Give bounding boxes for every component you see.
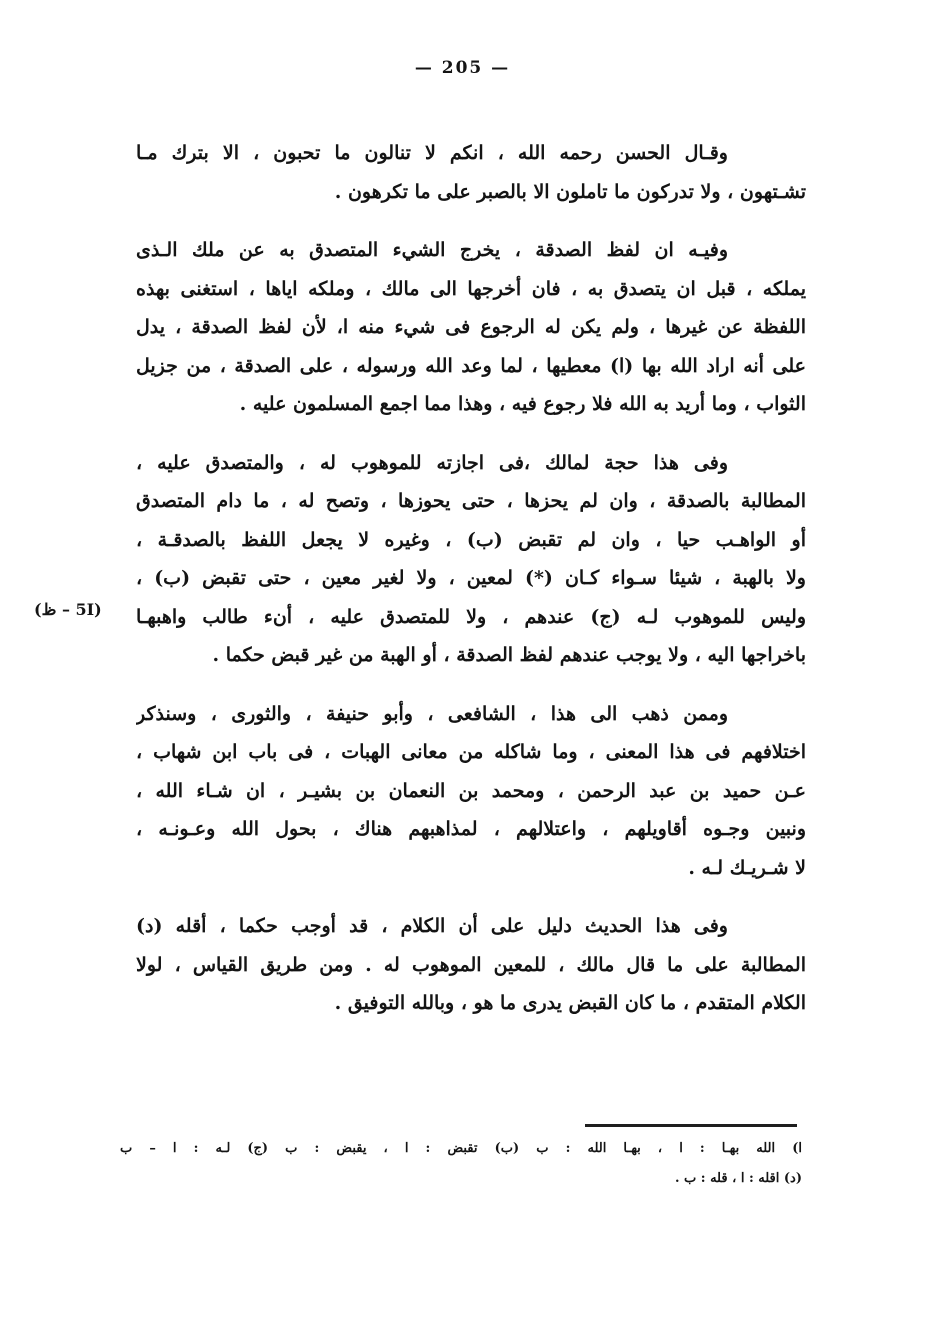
text-line: الكلام المتقدم ، ما كان القبض يدرى ما هو ، وبالله التوفيق .: [334, 992, 806, 1014]
paragraph-5: [136, 907, 806, 1023]
text-line: ونبين وجـوه أقاويلهم ، واعتلالهم ، لمذاهبهم هناك ، بحول الله وعـونـه ،: [136, 818, 806, 840]
footnote-rule: [585, 1124, 797, 1127]
text-line: باخراجها اليه ، ولا يوجب عندهم لفظ الصدقة ، أو الهبة من غير قبض حكما .: [212, 644, 806, 666]
paragraph-lead: وفيـه: [688, 239, 728, 261]
footnote-line: ا) الله بهـا : ا ، بهـا الله : ب (ب) تقبض : ا ، يقبض : ب (ج) لـه : ا – ب: [120, 1141, 802, 1156]
paragraph-lead: وفى هذا الحديث: [585, 915, 728, 937]
text-line: المطالبة بالصدقة ، وان لم يحزها ، حتى يحوزها ، وتصح له ، ما دام المتصدق: [136, 490, 806, 512]
text-line-rest: دليل على أن الكلام ، قد أوجب حكما ، أقله (د): [136, 915, 572, 937]
text-line: عـن حميد بن عبد الرحمن ، ومحمد بن النعمان بن بشيـر ، ان شـاء الله ،: [136, 779, 806, 802]
text-line: وفى هذا حجة لمالك ،فى اجازته للموهوب له ، والمتصدق عليه ،: [136, 451, 728, 474]
text-line: تشـتهون ، ولا تدركون ما تاملون الا بالصبر على ما تكرهون .: [334, 180, 806, 203]
text-line-rest: ان لفظ الصدقة ، يخرج الشيء المتصدق به عن ملك الـذى: [136, 239, 674, 261]
text-line: اللفظة عن غيرها ، ولم يكن له الرجوع فى شيء منه ا، لأن لفظ الصدقة ، يدل: [136, 316, 806, 338]
text-line: أو الواهـب حيا ، وان لم تقبض (ب) ، وغيره لا يجعل اللفظ بالصدقـة ،: [136, 528, 806, 551]
text-line: [136, 907, 806, 946]
text-line: وليس للموهوب لـه (ج) عندهم ، ولا للمتصدق عليه ، أنء طالب واهبهـا: [136, 605, 806, 628]
text-line: وقـال الحسن رحمه الله ، انكم لا تنالون ما تحبون ، الا بترك مـا: [136, 142, 728, 164]
text-line: يملكه ، قبل ان يتصدق به ، فان أخرجها الى مالك ، وملكه اياها ، استغنى بهذه: [136, 277, 806, 300]
margin-note: (5I – ظ): [34, 600, 102, 619]
text-line: ولا بالهبة ، شيئا سـواء كـان (*) لمعين ، ولا لغير معين ، حتى تقبض (ب) ،: [136, 567, 806, 589]
footnotes: [120, 1134, 802, 1194]
paragraph-2: [136, 231, 806, 424]
page-number: — 205 —: [414, 58, 511, 78]
paragraph-3: [136, 444, 806, 675]
text-line: [136, 231, 806, 270]
paragraph-4: [136, 695, 806, 888]
text-line: على أنه اراد الله بها (ا) معطيها ، لما وعد الله ورسوله ، على الصدقة ، من جزيل: [136, 354, 806, 377]
text-line: الثواب ، وما أريد به الله فلا رجوع فيه ، وهذا مما اجمع المسلمون عليه .: [239, 393, 806, 415]
text-line: لا شـريـك لـه .: [688, 856, 806, 879]
text-line: وممن ذهب الى هذا ، الشافعى ، وأبو حنيفة ، والثورى ، وسنذكر: [136, 702, 728, 725]
main-text: [136, 134, 806, 1043]
text-line: المطالبة على ما قال مالك ، للمعين الموهوب له . ومن طريق القياس ، لولا: [136, 953, 806, 976]
paragraph-1: [136, 134, 806, 211]
footnote-line: (د) اقله : ا ، قله : ب .: [674, 1171, 802, 1186]
text-line: اختلافهم فى هذا المعنى ، وما شاكله من معانى الهبات ، فى باب ابن شهاب ،: [136, 741, 806, 763]
